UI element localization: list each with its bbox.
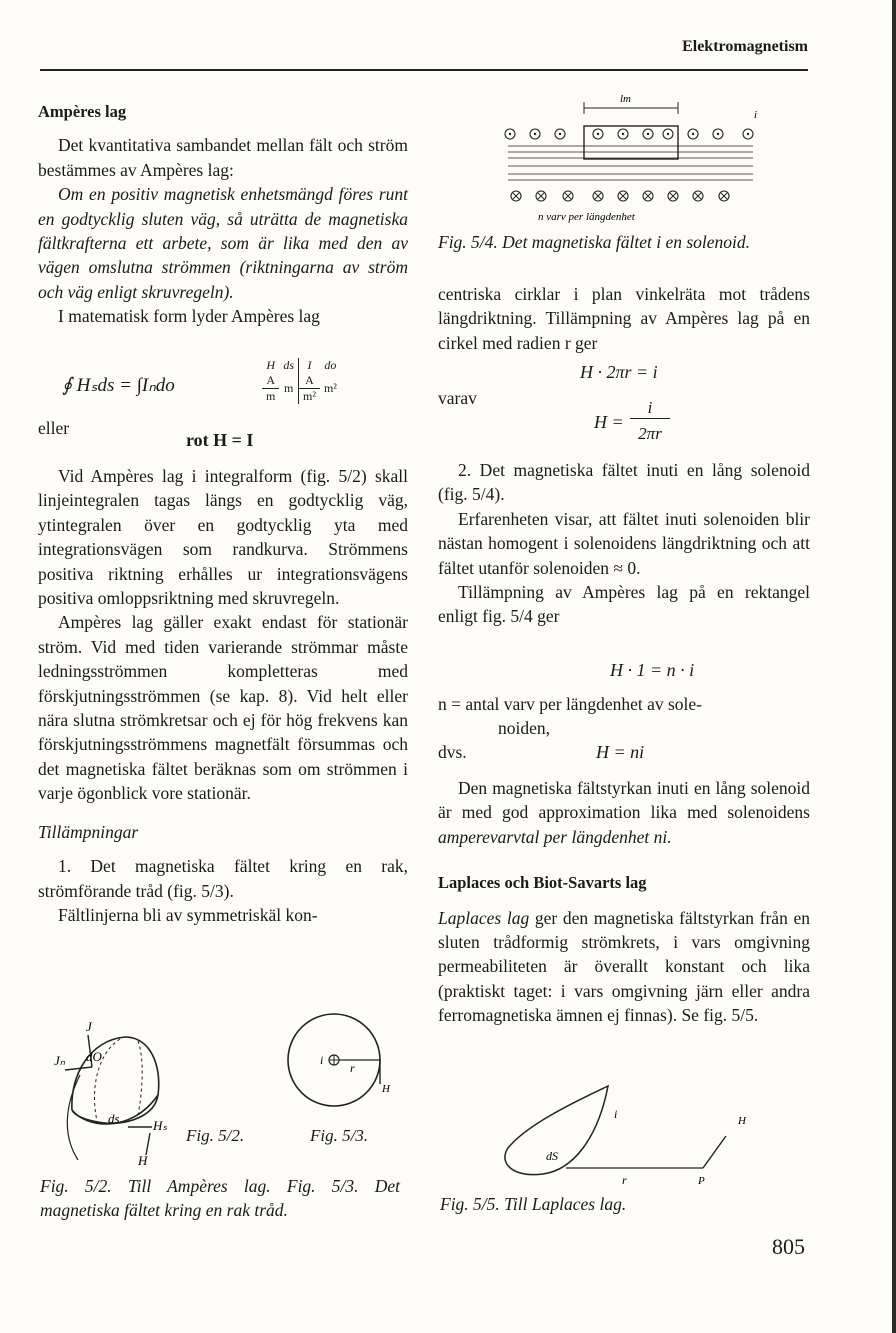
right-column-conclusion <box>438 776 810 1028</box>
figure-5-4-diagram <box>498 88 768 228</box>
word-varav: varav <box>438 388 477 408</box>
unit-A1: A <box>262 373 279 389</box>
fig52-Hs: Hₛ <box>153 1118 168 1133</box>
right-column-body <box>438 458 810 629</box>
left-column-body <box>38 464 408 927</box>
word-eller: eller <box>38 418 70 438</box>
paragraph-stationary: Ampères lag gäller exakt endast för stationär ström. Vid med tiden varierande strömmar måste ledningsströmmen kompletteras med förskjutningsströmmen (se kap. 8). Vid helt eller nära slutna strömkretsar och ej för hög frekvens kan förskjutningsströmmens magnetfält försummas och det magnetiska fältet beräknas som om strömmen i varje ögonblick vore stationär. <box>38 612 408 804</box>
figure-5-3-label: Fig. 5/3. <box>310 1126 369 1145</box>
figure-5-2-diagram <box>50 1015 185 1175</box>
fig55-r: r <box>622 1173 627 1187</box>
caption-fig-5-2-5-3: Fig. 5/2. Till Ampères lag. Fig. 5/3. Det magnetiska fältet kring en rak tråd. <box>40 1176 400 1220</box>
unit-do: do <box>324 358 337 372</box>
heading-laplace: Laplaces och Biot-Savarts lag <box>438 873 647 893</box>
paragraph-concentric: centriska cirklar i plan vinkelräta mot trådens längdriktning. Tillämpning av Ampères lag på en cirkel med radien r ger <box>438 284 810 353</box>
equation-H-2pir: H · 2πr = i <box>580 362 658 382</box>
formula-integral: ∮ Hₛds = ∫Iₙdo <box>62 375 175 396</box>
unit-m2a: m² <box>323 381 337 395</box>
fig53-i: i <box>320 1053 324 1067</box>
figure-5-3-diagram <box>282 1012 392 1117</box>
figure-5-5-diagram <box>488 1078 778 1188</box>
unit-A2: A <box>299 373 320 389</box>
caption-fig-5-4: Fig. 5/4. Det magnetiska fältet i en solenoid. <box>438 232 751 252</box>
fig54-i: i <box>754 109 758 121</box>
right-column-top <box>438 282 810 355</box>
paragraph-integral-form: Vid Ampères lag i integralform (fig. 5/2) skall linjeintegralen tagas längs en godtycklig väg, ytintegralen över en godtycklig yta med integrationsvägen som randkurva. Strömmens positiva riktning erhålles ur integrationsvägens positiva omloppsriktning med skruvregeln. <box>38 466 408 609</box>
fig52-dO: dO <box>86 1049 102 1064</box>
fig52-Jn: Jₙ <box>54 1053 65 1068</box>
paragraph-straight-wire: 1. Det magnetiska fältet kring en rak, strömförande tråd (fig. 5/3). <box>38 856 408 901</box>
laplace-term: Laplaces lag <box>438 907 530 928</box>
amperevarvtal-term: amperevarvtal per längdenhet ni. <box>438 826 672 847</box>
paragraph-field-lines: Fältlinjerna bli av symmetriskäl kon- <box>58 904 318 925</box>
word-dvs: dvs. <box>438 742 467 762</box>
fig55-P: P <box>698 1175 705 1187</box>
page-number: 805 <box>772 1234 805 1259</box>
paragraph-intro: Det kvantitativa sambandet mellan fält och ström bestämmes av Ampères lag: <box>38 135 408 180</box>
fig53-H: H <box>382 1083 390 1095</box>
fig55-i: i <box>614 1107 618 1121</box>
fig54-n-label: n varv per längdenhet <box>538 211 635 223</box>
unit-m1: m <box>284 381 294 395</box>
equation-H-lhs: H = <box>594 412 624 432</box>
equation-H-numerator: i <box>630 398 670 419</box>
fig54-lm: lm <box>620 93 631 105</box>
fig55-ds: dS <box>546 1149 558 1163</box>
figure-5-2-label: Fig. 5/2. <box>186 1126 245 1145</box>
fig53-r: r <box>350 1061 355 1075</box>
fig55-H: H <box>738 1115 746 1127</box>
header-rule <box>40 69 808 71</box>
paragraph-solenoid: 2. Det magnetiska fältet inuti en lång solenoid (fig. 5/4). <box>438 460 810 505</box>
paragraph-law-statement: Om en positiv magnetisk enhetsmängd föres runt en godtycklig sluten väg, så uträtta de magnetiska fältkrafterna ett arbete, som är lika med den av vägen omslutna strömmen (riktningarna av ström och väg enligt skruvregeln). <box>38 184 408 302</box>
equation-H-denominator: 2πr <box>638 424 662 443</box>
paragraph-rectangle: Tillämpning av Ampères lag på en rektangel enligt fig. 5/4 ger <box>438 582 810 627</box>
definition-n-line1: n = antal varv per längdenhet av sole- <box>438 694 703 714</box>
unit-H: H <box>266 358 275 372</box>
caption-fig-5-5: Fig. 5/5. Till Laplaces lag. <box>440 1194 627 1214</box>
units-table <box>262 358 341 404</box>
fig52-J: J <box>86 1019 92 1034</box>
unit-I: I <box>299 358 320 373</box>
formula-rot: rot H = I <box>186 430 254 450</box>
laplace-text: ger den magnetiska fältstyrkan från en sluten trådformig strömkrets, i vars omgivning permeabiliteten är överallt konstant och lika (praktiskt taget: i vars omgivning järn eller andra ferromagnetiska ämnen ej finnas). Se fig. 5/5. <box>438 907 810 1026</box>
unit-m2-den: m² <box>299 389 320 405</box>
definition-n-line2: noiden, <box>498 718 551 738</box>
equation-H-ni: H = ni <box>596 742 645 762</box>
heading-tillampningar: Tillämpningar <box>38 821 139 842</box>
running-header: Elektromagnetism <box>682 38 808 55</box>
amperevarvtal-text: Den magnetiska fältstyrkan inuti en lång solenoid är med god approximation lika med solenoidens <box>438 778 810 823</box>
fig52-H: H <box>138 1153 148 1168</box>
left-column-top <box>38 100 408 329</box>
paragraph-math-form: I matematisk form lyder Ampères lag <box>58 306 320 327</box>
heading-amperes-lag: Ampères lag <box>38 102 127 121</box>
unit-m-den: m <box>266 389 276 403</box>
paragraph-amperevarvtal <box>438 776 810 849</box>
page-edge <box>892 0 896 1333</box>
fig52-ds: ds <box>108 1111 120 1126</box>
unit-ds: ds <box>283 358 295 372</box>
equation-H1-ni: H · 1 = n · i <box>610 660 695 680</box>
paragraph-experience: Erfarenheten visar, att fältet inuti solenoiden blir nästan homogent i solenoidens längdriktning och att fältet utanför solenoiden ≈ 0. <box>438 508 810 578</box>
